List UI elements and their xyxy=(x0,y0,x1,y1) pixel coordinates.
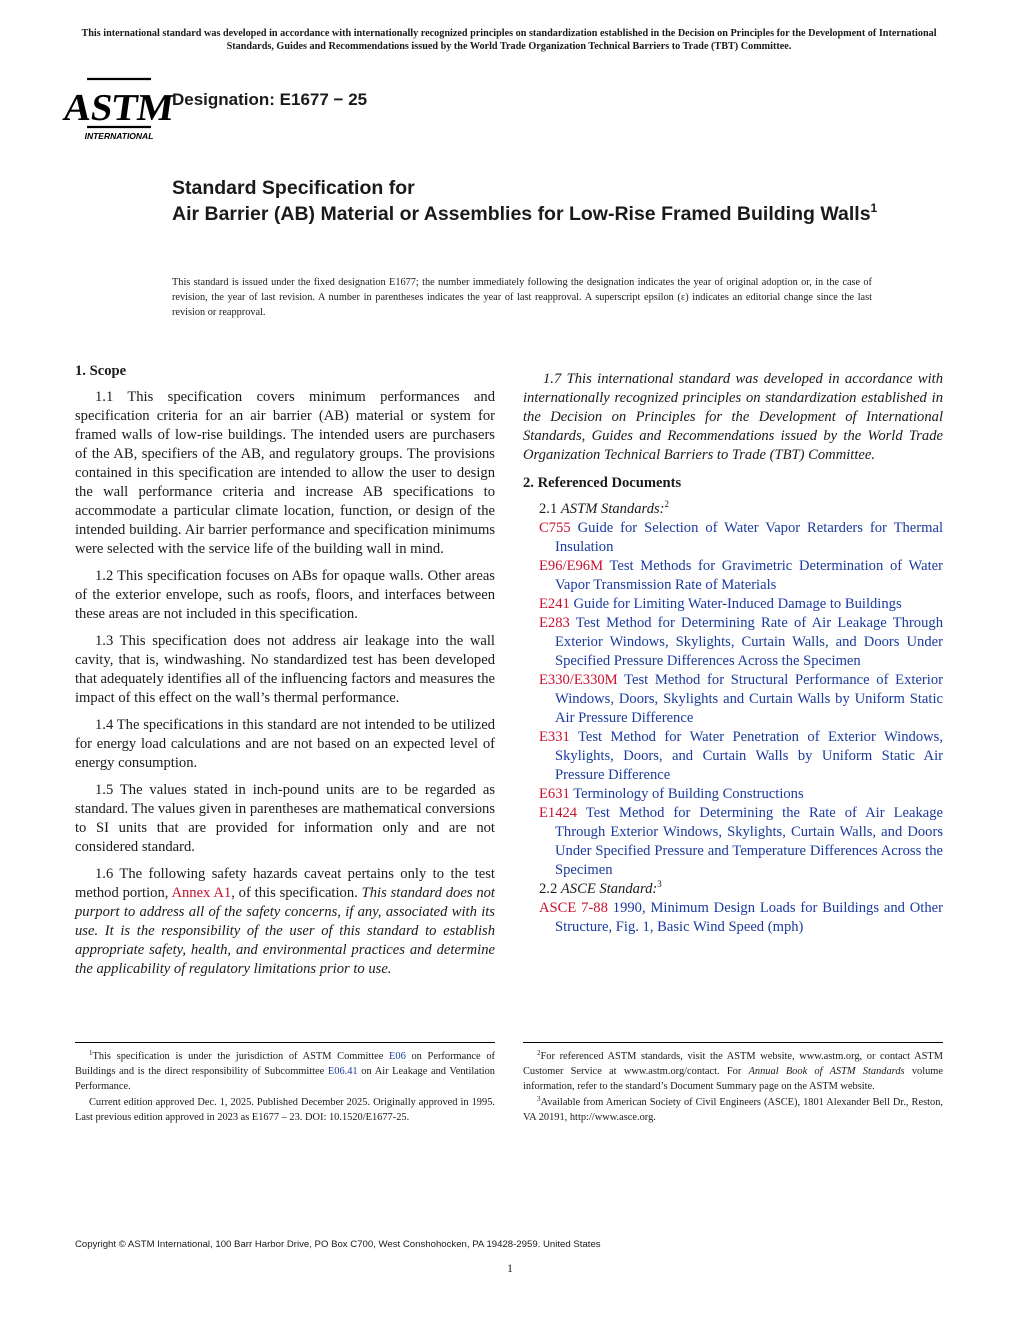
reference-title-link[interactable]: Test Method for Structural Performance of Exterior Windows, Doors, Skylights and Curtain Walls by Uniform Static Air Pressure Difference xyxy=(555,672,943,726)
reference-title-link[interactable]: 1990, Minimum Design Loads for Buildings and Other Structure, Fig. 1, Basic Wind Speed (mph) xyxy=(555,900,943,935)
footnote-2: $^2$For referenced ASTM standards, visit the ASTM website, www.astm.org, or contact ASTM Customer Service at www.astm.org/contact. For Annual Book of ASTM Standards volume information, refer to the standard’s Document Summary page on the ASTM website. xyxy=(523,1049,943,1093)
issue-note: This standard is issued under the fixed designation E1677; the number immediately following the designation indicates the year of original adoption or, in the case of revision, the year of last revision. A number in parentheses indicates the year of last reapproval. A superscript epsilon (ε) indicates an editorial change since the last revision or reapproval. xyxy=(172,277,872,318)
footnote-1-edition: Current edition approved Dec. 1, 2025. Published December 2025. Originally approved in 1995. Last previous edition approved in 2023 as E1677 – 23. DOI: 10.1520/E1677-25. xyxy=(75,1096,495,1123)
reference-code-link[interactable]: ASCE 7-88 xyxy=(539,900,608,916)
logo-astm-letters: ASTM xyxy=(60,87,177,129)
reference-code-link[interactable]: E331 xyxy=(539,729,570,745)
astm-standards-label: 2.1 ASTM Standards:$^2$ xyxy=(539,499,670,517)
reference-code-link[interactable]: E1424 xyxy=(539,805,578,821)
reference-code-link[interactable]: E330/E330M xyxy=(539,672,618,688)
title-line-1: Standard Specification for xyxy=(172,177,415,199)
asce-footnote-mark[interactable]: 3 xyxy=(657,879,662,889)
committee-e06-link[interactable]: E06 xyxy=(389,1051,406,1062)
referenced-heading: 2. Referenced Documents xyxy=(523,475,682,491)
reference-item xyxy=(523,671,943,728)
para-1-6-text: 1.6 The following safety hazards caveat pertains only to the test method portion, xyxy=(75,866,495,901)
asce-reference-list xyxy=(523,899,943,937)
reference-title-link[interactable]: Guide for Selection of Water Vapor Retarders for Thermal Insulation xyxy=(555,520,944,555)
top-notice: This international standard was developed in accordance with internationally recognized principles on standardization established in the Decision on Principles for the Development of International Standards, Guides and Recommendations issued by the World Trade Organization Technical Barriers to Trade (TBT) Committee. xyxy=(81,28,937,52)
footnotes-left xyxy=(75,1042,495,1125)
title-line-2: Air Barrier (AB) Material or Assemblies for Low-Rise Framed Building Walls xyxy=(172,203,871,225)
annex-a1-link[interactable]: Annex A1 xyxy=(171,885,232,901)
para-1-2: 1.2 This specification focuses on ABs for opaque walls. Other areas of the exterior envelope, such as roofs, floors, and interfaces between these areas are not included in this specification. xyxy=(75,568,495,622)
title-footnote-mark[interactable]: 1 xyxy=(870,201,878,215)
footnote-1: $^1$This specification is under the jurisdiction of ASTM Committee E06 on Performance of Buildings and is the direct responsibility of Subcommittee E06.41 on Air Leakage and Ventilation Performance. xyxy=(75,1049,495,1093)
copyright: Copyright © ASTM International, 100 Barr Harbor Drive, PO Box C700, West Conshohocken, PA 19428-2959. United States xyxy=(75,1239,601,1250)
designation: Designation: E1677 − 25 xyxy=(172,90,368,109)
safety-caveat: This standard does not purport to address all of the safety concerns, if any, associated with its use. It is the responsibility of the user of this standard to establish appropriate safety, health, and environmental practices and determine the applicability of regulatory limitations prior to use. xyxy=(75,885,495,977)
page-number: 1 xyxy=(507,1261,513,1275)
para-1-7: 1.7 This international standard was developed in accordance with internationally recognized principles on standardization established in the Decision on Principles for the Development of International Standards, Guides and Recommendations issued by the World Trade Organization Technical Barriers to Trade (TBT) Committee. xyxy=(523,371,943,463)
scope-heading: 1. Scope xyxy=(75,363,127,379)
reference-title-link[interactable]: Terminology of Building Constructions xyxy=(573,786,804,802)
astm-logo xyxy=(60,75,177,143)
asce-standard-label: 2.2 ASCE Standard:$^3$ xyxy=(539,879,662,897)
reference-title-link[interactable]: Guide for Limiting Water-Induced Damage to Buildings xyxy=(573,596,902,612)
reference-code-link[interactable]: E241 xyxy=(539,596,570,612)
reference-item xyxy=(523,785,943,804)
right-column xyxy=(523,362,943,937)
logo-international-text: INTERNATIONAL xyxy=(84,131,154,141)
astm-footnote-mark[interactable]: 2 xyxy=(664,499,670,509)
document-title xyxy=(172,175,932,227)
footnotes-right xyxy=(523,1042,943,1125)
reference-item xyxy=(523,728,943,785)
reference-title-link[interactable]: Test Method for Determining Rate of Air Leakage Through Exterior Windows, Skylights, Curtain Walls, and Doors Under Specified Pressure Differences Across the Specimen xyxy=(555,615,943,669)
reference-code-link[interactable]: C755 xyxy=(539,520,571,536)
reference-code-link[interactable]: E283 xyxy=(539,615,570,631)
reference-title-link[interactable]: Test Methods for Gravimetric Determination of Water Vapor Transmission Rate of Materials xyxy=(555,558,943,593)
reference-code-link[interactable]: E96/E96M xyxy=(539,558,604,574)
para-1-6-text-b: , of this specification. xyxy=(231,885,362,901)
para-1-3: 1.3 This specification does not address air leakage into the wall cavity, that is, windwashing. No standardized test has been developed that adequately identifies all of the influencing factors and measures the impact of this effect on the wall’s thermal performance. xyxy=(75,633,495,706)
reference-item xyxy=(523,899,943,937)
reference-item xyxy=(523,557,943,595)
reference-item xyxy=(523,519,943,557)
reference-code-link[interactable]: E631 xyxy=(539,786,570,802)
reference-item xyxy=(523,595,943,614)
footnote-3: $^3$Available from American Society of Civil Engineers (ASCE), 1801 Alexander Bell Dr., Reston, VA 20191, http://www.asce.org. xyxy=(523,1094,943,1123)
reference-item xyxy=(523,614,943,671)
reference-item xyxy=(523,804,943,880)
para-1-6 xyxy=(75,865,495,979)
left-column xyxy=(75,362,495,987)
reference-title-link[interactable]: Test Method for Water Penetration of Exterior Windows, Skylights, Doors, and Curtain Walls by Uniform Static Air Pressure Difference xyxy=(555,729,943,783)
para-1-5: 1.5 The values stated in inch-pound units are to be regarded as standard. The values given in parentheses are mathematical conversions to SI units that are provided for information only and are not considered standard. xyxy=(75,782,495,855)
astm-reference-list xyxy=(523,519,943,880)
reference-title-link[interactable]: Test Method for Determining the Rate of Air Leakage Through Exterior Windows, Skylights, Curtain Walls, and Doors Under Specified Pressure and Temperature Differences Across the Specimen xyxy=(555,805,943,878)
para-1-1: 1.1 This specification covers minimum performances and specification criteria for an air barrier (AB) material or system for framed walls of low-rise buildings. The intended users are purchasers of the AB, specifiers of the AB, and regulatory groups. The provisions contained in this specification are intended to allow the user to design the wall performance criteria and increase AB specifications to accommodate a particular climate location, function, or design of the intended building. Air barrier performance and specification minimums were selected with the service life of the building wall in mind. xyxy=(75,389,495,557)
para-1-4: 1.4 The specifications in this standard are not intended to be utilized for energy load calculations and are not based on an expected level of energy consumption. xyxy=(75,717,495,771)
subcommittee-e0641-link[interactable]: E06.41 xyxy=(327,1066,358,1078)
